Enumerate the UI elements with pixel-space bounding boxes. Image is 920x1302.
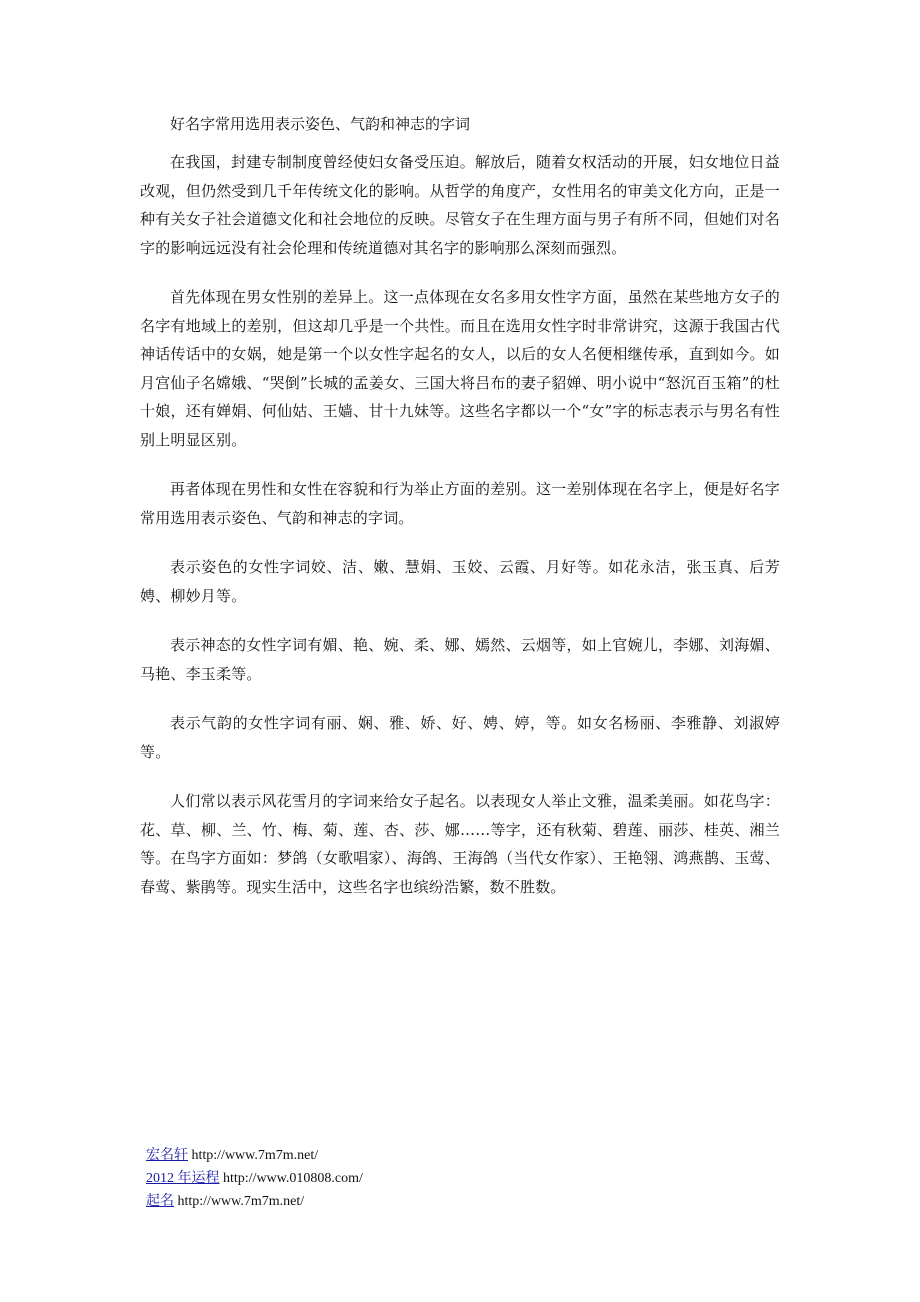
footer-link-url: http://www.7m7m.net/: [177, 1194, 305, 1209]
footer-link-url: http://www.010808.com/: [223, 1171, 363, 1186]
footer-link-hongmingxuan[interactable]: 宏名轩: [146, 1148, 188, 1163]
paragraph: 在我国，封建专制制度曾经使妇女备受压迫。解放后，随着女权活动的开展，妇女地位日益改观，但仍然受到几千年传统文化的影响。从哲学的角度产，女性用名的审美文化方向，正是一种有关女子社会道德文化和社会地位的反映。尽管女子在生理方面与男子有所不同，但她们对名字的影响远远没有社会伦理和传统道德对其名字的影响那么深刻而强烈。: [140, 153, 780, 257]
footer-link-url: http://www.7m7m.net/: [191, 1148, 319, 1163]
footer-link-row: [146, 1144, 363, 1167]
paragraph: 再者体现在男性和女性在容貌和行为举止方面的差别。这一差别体现在名字上，便是好名字常用选用表示姿色、气韵和神志的字词。: [140, 480, 780, 527]
footer-link-qiming[interactable]: 起名: [146, 1194, 174, 1209]
document-body: [140, 110, 780, 922]
footer-links: [146, 1144, 363, 1213]
paragraph: 表示姿色的女性字词姣、洁、嫩、慧娟、玉姣、云霞、月好等。如花永洁，张玉真、后芳娉、柳妙月等。: [140, 558, 780, 605]
paragraph: 人们常以表示风花雪月的字词来给女子起名。以表现女人举止文雅，温柔美丽。如花鸟字：花、草、柳、兰、竹、梅、菊、莲、杏、莎、娜……等字，还有秋菊、碧莲、丽莎、桂英、湘兰等。在鸟字方面如：梦鸽（女歌唱家）、海鸽、王海鸽（当代女作家）、王艳翎、鸿燕鹊、玉莺、春莺、紫鹃等。现实生活中，这些名字也缤纷浩繁，数不胜数。: [140, 792, 780, 896]
document-title: 好名字常用选用表示姿色、气韵和神志的字词: [170, 115, 471, 133]
footer-link-yuncheng[interactable]: 2012 年运程: [146, 1171, 220, 1186]
paragraph: 表示气韵的女性字词有丽、娴、雅、娇、好、娉、婷，等。如女名杨丽、李雅静、刘淑婷等。: [140, 714, 780, 761]
footer-link-row: [146, 1167, 363, 1190]
paragraph: 首先体现在男女性别的差异上。这一点体现在女名多用女性字方面，虽然在某些地方女子的名字有地域上的差别，但这却几乎是一个共性。而且在选用女性字时非常讲究，这源于我国古代神话传话中的女娲，她是第一个以女性字起名的女人，以后的女人名便相继传承，直到如今。如月宫仙子名嫦娥、“哭倒”长城的孟姜女、三国大将吕布的妻子貂婵、明小说中“怒沉百玉箱”的杜十娘，还有婵娟、何仙姑、王嫱、甘十九妹等。这些名字都以一个“女”字的标志表示与男名有性别上明显区别。: [140, 288, 780, 449]
paragraph: 表示神态的女性字词有媚、艳、婉、柔、娜、嫣然、云烟等，如上官婉儿，李娜、刘海媚、马艳、李玉柔等。: [140, 636, 780, 683]
footer-link-row: [146, 1190, 363, 1213]
